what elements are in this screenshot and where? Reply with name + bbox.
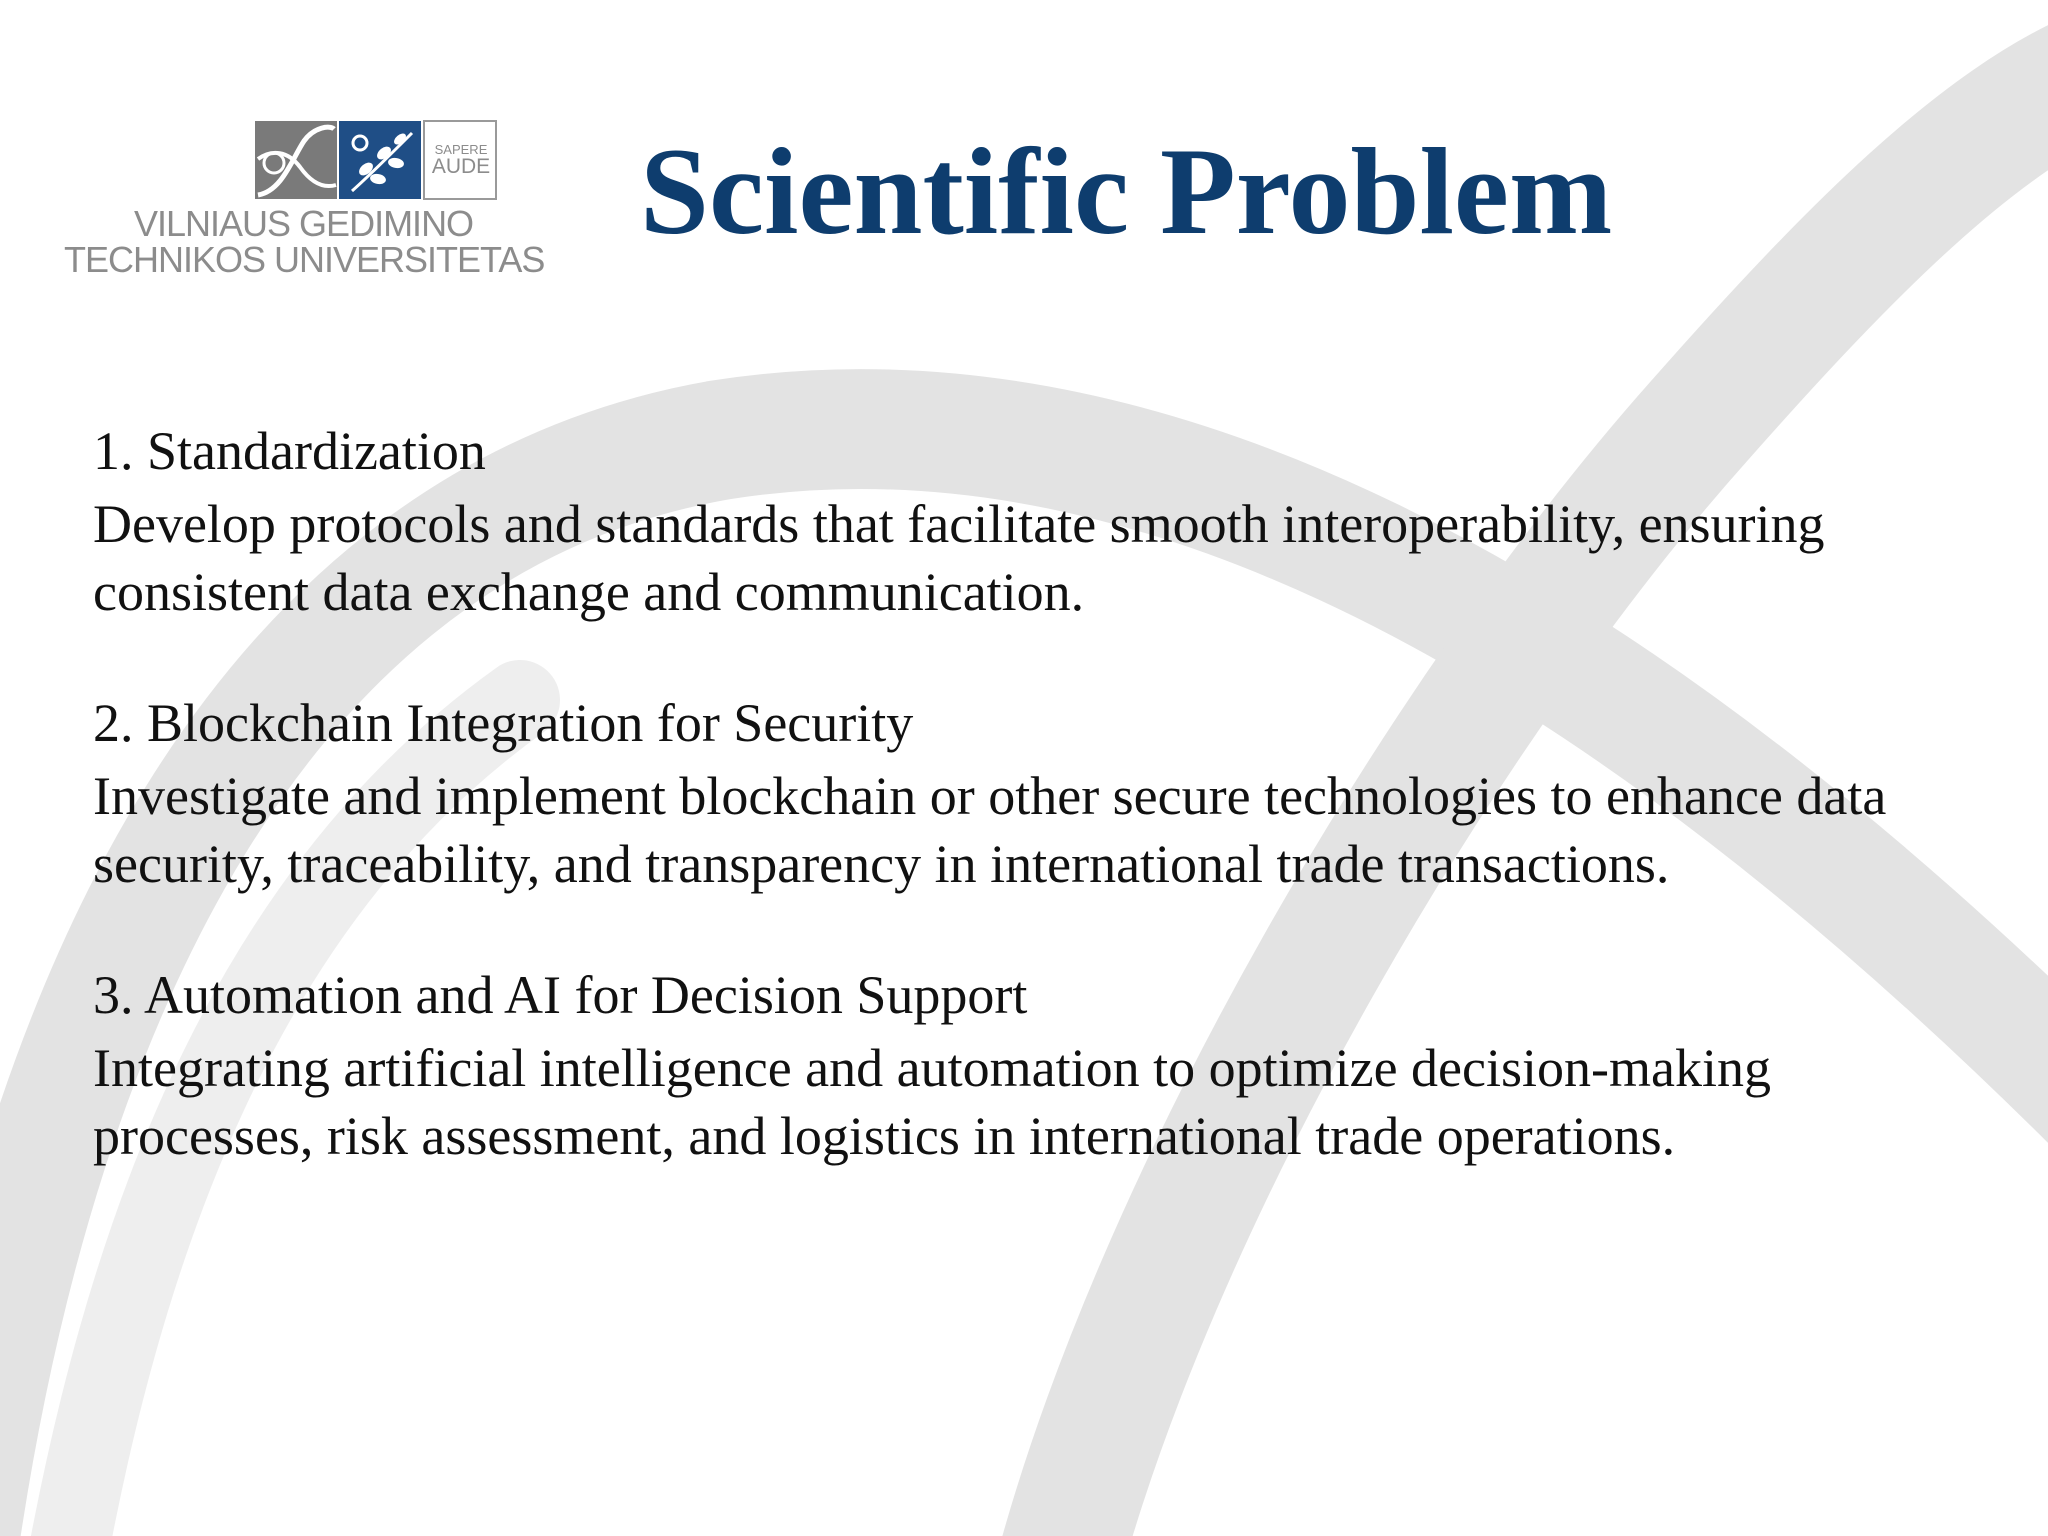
- logo-name-line2: TECHNIKOS UNIVERSITETAS: [64, 239, 545, 280]
- infinity-curve-icon: [255, 121, 337, 199]
- list-item: [93, 692, 1973, 898]
- list-item: [93, 964, 1973, 1170]
- item-body: Investigate and implement blockchain or other secure technologies to enhance data security, traceability, and transparency in international trade transactions.: [93, 766, 1887, 894]
- page-title: Scientific Problem: [640, 123, 1613, 260]
- item-body: Integrating artificial intelligence and automation to optimize decision-making processes, risk assessment, and logistics in international trade operations.: [93, 1038, 1771, 1166]
- logo-name-line1: VILNIAUS GEDIMINO: [134, 203, 474, 244]
- logo-motto-line2: AUDE: [431, 155, 491, 178]
- item-heading: 2. Blockchain Integration for Security: [93, 693, 914, 753]
- university-logo: [62, 115, 582, 290]
- logo-motto: [427, 143, 495, 177]
- item-heading: 1. Standardization: [93, 421, 486, 481]
- logo-motto-line1: SAPERE: [434, 142, 488, 157]
- list-item: [93, 420, 1973, 626]
- olive-branch-icon: [339, 121, 421, 199]
- item-heading: 3. Automation and AI for Decision Support: [93, 965, 1028, 1025]
- item-body: Develop protocols and standards that facilitate smooth interoperability, ensuring consistent data exchange and communication.: [93, 494, 1825, 622]
- problem-list: [93, 420, 1973, 1236]
